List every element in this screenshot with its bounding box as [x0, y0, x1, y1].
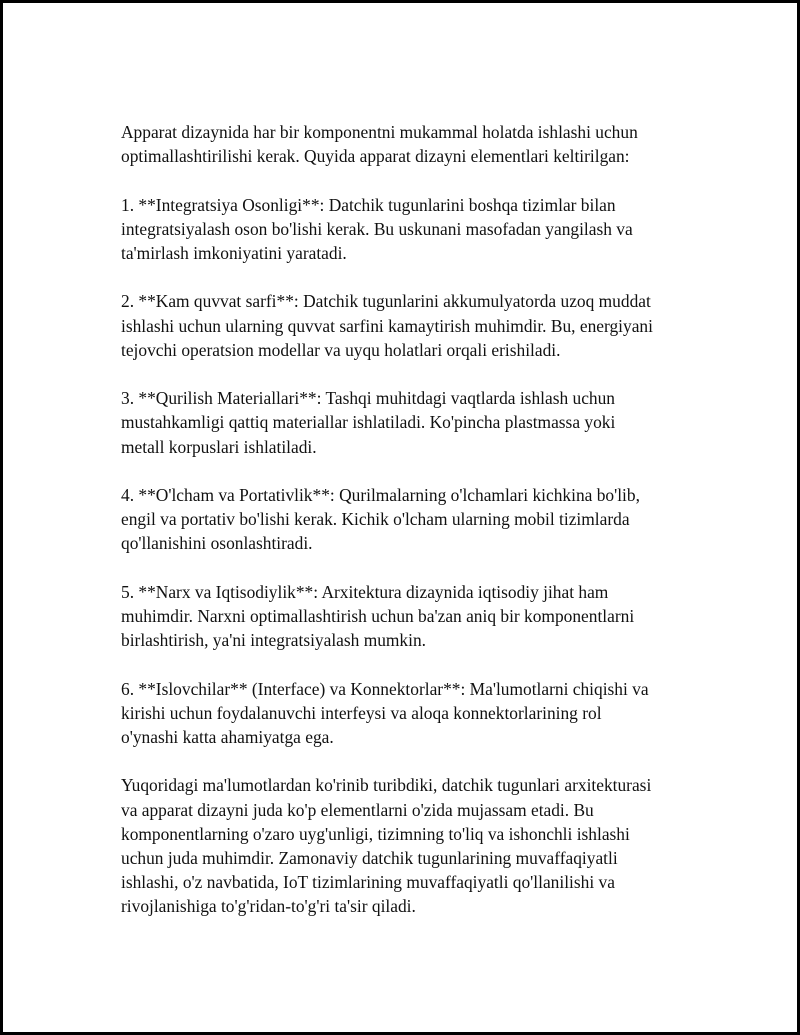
text-line: Yuqoridagi ma'lumotlardan ko'rinib turibdiki, datchik tugunlari arxitekturasi — [121, 775, 652, 796]
text-line: optimallashtirilishi kerak. Quyida apparat dizayni elementlari keltirilgan: — [121, 146, 630, 167]
text-line: komponentlarning o'zaro uyg'unligi, tizimning to'liq va ishonchli ishlashi — [121, 823, 630, 844]
text-line: o'ynashi katta ahamiyatga ega. — [121, 726, 334, 747]
text-line: ishlashi uchun ularning quvvat sarfini kamaytirish muhimdir. Bu, energiyani — [121, 315, 653, 336]
paragraph-item-2 — [121, 289, 701, 362]
text-line: qo'llanishini osonlashtiradi. — [121, 533, 313, 554]
paragraph-conclusion — [121, 773, 701, 918]
text-line: muhimdir. Narxni optimallashtirish uchun ba'zan aniq bir komponentlarni — [121, 605, 635, 626]
paragraph-intro — [121, 120, 701, 168]
text-line: 5. **Narx va Iqtisodiylik**: Arxitektura dizaynida iqtisodiy jihat ham — [121, 581, 609, 602]
text-line: 3. **Qurilish Materiallari**: Tashqi muhitdagi vaqtlarda ishlash uchun — [121, 388, 616, 409]
text-line: Apparat dizaynida har bir komponentni mukammal holatda ishlashi uchun — [121, 122, 638, 142]
text-line: ishlashi, o'z navbatida, IoT tizimlarining muvaffaqiyatli qo'llanilishi va — [121, 872, 615, 893]
text-line: 1. **Integratsiya Osonligi**: Datchik tugunlarini boshqa tizimlar bilan — [121, 194, 616, 215]
document-body — [121, 120, 701, 943]
text-line: metall korpuslari ishlatiladi. — [121, 436, 317, 457]
text-line: birlashtirish, ya'ni integratsiyalash mumkin. — [121, 630, 427, 651]
text-line: rivojlanishiga to'g'ridan-to'g'ri ta'sir qiladi. — [121, 896, 416, 917]
text-line: tejovchi operatsion modellar va uyqu holatlari orqali erishiladi. — [121, 339, 561, 360]
paragraph-item-5 — [121, 580, 701, 653]
text-line: ta'mirlash imkoniyatini yaratadi. — [121, 243, 347, 263]
text-line: integratsiyalash oson bo'lishi kerak. Bu uskunani masofadan yangilash va — [121, 218, 633, 239]
paragraph-item-6 — [121, 677, 701, 750]
text-line: 4. **O'lcham va Portativlik**: Qurilmalarning o'lchamlari kichkina bo'lib, — [121, 484, 640, 505]
text-line: va apparat dizayni juda ko'p elementlarni o'zida mujassam etadi. Bu — [121, 799, 594, 820]
text-line: 2. **Kam quvvat sarfi**: Datchik tugunlarini akkumulyatorda uzoq muddat — [121, 291, 651, 312]
text-line: uchun juda muhimdir. Zamonaviy datchik tugunlarining muvaffaqiyatli — [121, 847, 618, 868]
paragraph-item-1 — [121, 193, 701, 266]
text-line: kirishi uchun foydalanuvchi interfeysi va aloqa konnektorlarining rol — [121, 702, 602, 723]
paragraph-item-4 — [121, 483, 701, 556]
text-line: mustahkamligi qattiq materiallar ishlatiladi. Ko'pincha plastmassa yoki — [121, 412, 616, 433]
text-line: engil va portativ bo'lishi kerak. Kichik o'lcham ularning mobil tizimlarda — [121, 509, 630, 530]
text-line: 6. **Islovchilar** (Interface) va Konnektorlar**: Ma'lumotlarni chiqishi va — [121, 678, 649, 699]
paragraph-item-3 — [121, 386, 701, 459]
